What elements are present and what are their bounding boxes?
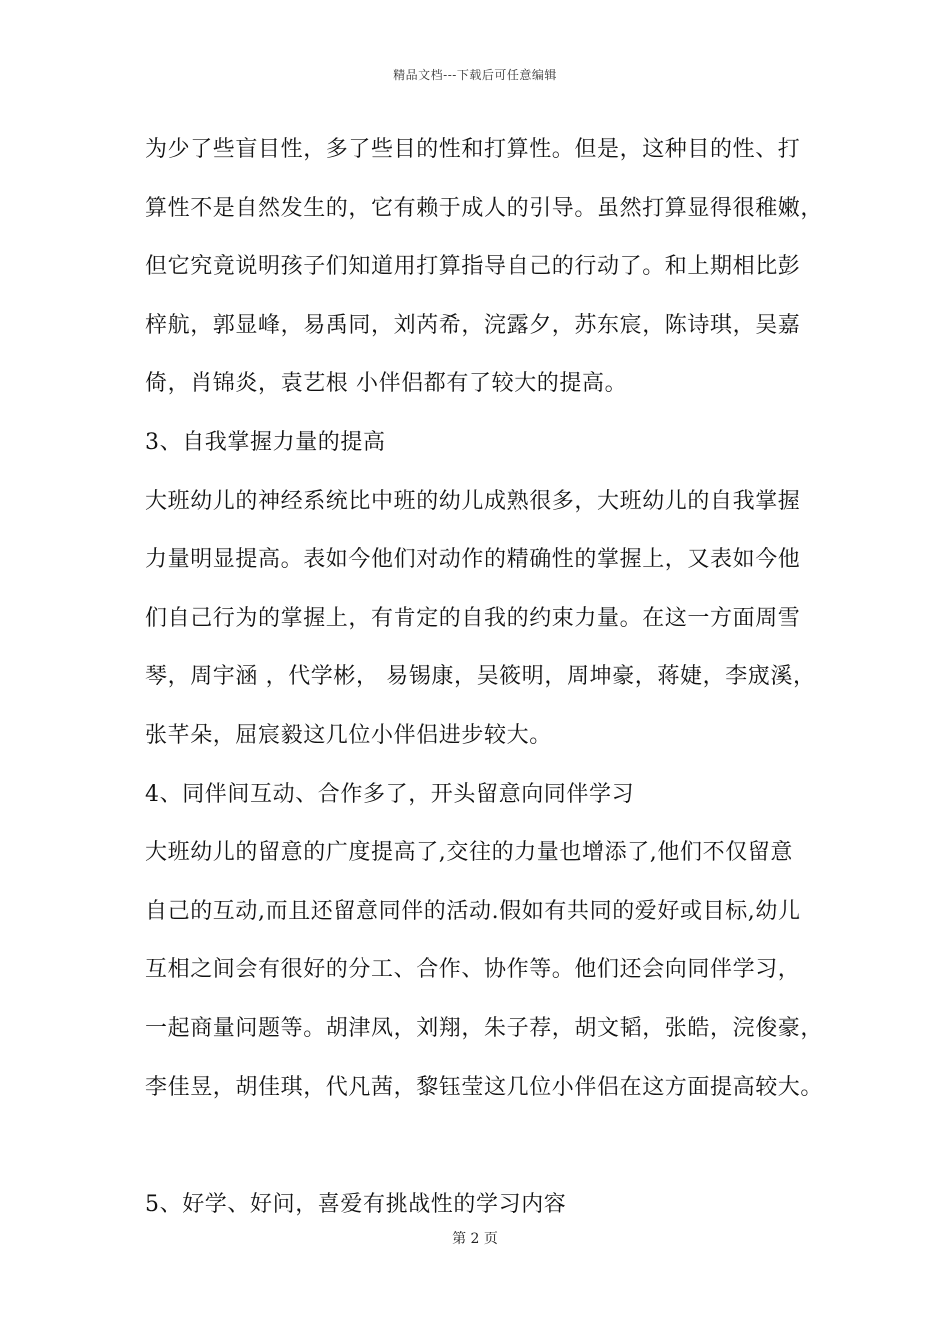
text-line: 李佳昱，胡佳琪，代凡茜，黎钰莹这几位小伴侣在这方面提高较大。 — [145, 1074, 824, 1100]
text-line: 力量明显提高。表如今他们对动作的精确性的掌握上，又表如今他 — [145, 547, 801, 573]
text-line: 梓航，郭显峰，易禹同，刘芮希，浣露夕，苏东宸，陈诗琪，吴嘉 — [145, 312, 801, 338]
text-line: 大班幼儿的留意的广度提高了,交往的力量也增添了,他们不仅留意 — [145, 840, 793, 866]
text-line: 琴，周宇涵 ，代学彬， 易锡康，吴筱明，周坤豪，蒋婕，李宬溪， — [145, 664, 816, 690]
text-line: 但它究竟说明孩子们知道用打算指导自己的行动了。和上期相比彭 — [145, 254, 801, 280]
text-line: 张芊朵，屈宸毅这几位小伴侣进步较大。 — [145, 722, 552, 748]
page-number: 第 2 页 — [452, 1231, 498, 1247]
text-line: 一起商量问题等。胡津凤，刘翔，朱子荐，胡文韬，张皓，浣俊豪， — [145, 1015, 824, 1041]
text-line: 算性不是自然发生的，它有赖于成人的引导。虽然打算显得很稚嫩， — [145, 195, 824, 221]
text-line: 自己的互动,而且还留意同伴的活动.假如有共同的爱好或目标,幼儿 — [145, 898, 801, 924]
text-line: 大班幼儿的神经系统比中班的幼儿成熟很多，大班幼儿的自我掌握 — [145, 488, 801, 514]
text-line: 倚，肖锦炎，袁艺根 小伴侣都有了较大的提高。 — [145, 371, 628, 397]
document-body — [145, 135, 835, 1249]
section-heading-4: 4、同伴间互动、合作多了，开头留意向同伴学习 — [145, 781, 635, 807]
section-heading-5: 5、好学、好问，喜爱有挑战性的学习内容 — [145, 1192, 567, 1218]
text-line: 们自己行为的掌握上，有肯定的自我的约束力量。在这一方面周雪 — [145, 605, 801, 631]
section-heading-3: 3、自我掌握力量的提高 — [145, 429, 386, 455]
page-header: 精品文档---下载后可任意编辑 — [393, 68, 557, 82]
text-line: 互相之间会有很好的分工、合作、协作等。他们还会向同伴学习， — [145, 957, 801, 983]
text-line: 为少了些盲目性，多了些目的性和打算性。但是，这种目的性、打 — [145, 137, 801, 162]
paragraph-gap — [145, 1131, 835, 1190]
